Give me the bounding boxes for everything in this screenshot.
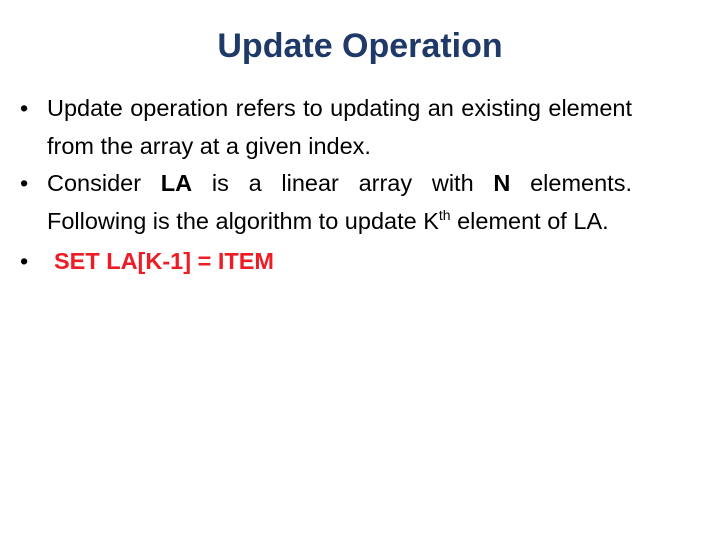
element-count-n: N — [493, 170, 511, 196]
bullet-text-part: is a linear array with — [192, 170, 494, 196]
superscript-th: th — [438, 206, 451, 223]
bullet-algorithm-step — [20, 243, 632, 281]
bullet-text-part: elements. Following is the algorithm to update K — [47, 170, 632, 234]
slide-title: Update Operation — [217, 27, 503, 65]
bullet-update-definition — [20, 90, 632, 165]
bullet-text: Update operation refers to updating an existing element from the array at a given index. — [47, 95, 632, 159]
algorithm-statement: SET LA[K-1] = ITEM — [54, 248, 274, 274]
bullet-text-part: element of LA. — [450, 207, 609, 234]
bullet-text-part: Consider — [47, 170, 161, 196]
bullet-algorithm-intro — [20, 165, 632, 243]
bullet-list — [20, 90, 632, 281]
bullet-marker: • — [20, 95, 29, 121]
array-name-la: LA — [160, 170, 193, 196]
bullet-marker: • — [20, 248, 29, 274]
bullet-marker: • — [20, 170, 29, 196]
